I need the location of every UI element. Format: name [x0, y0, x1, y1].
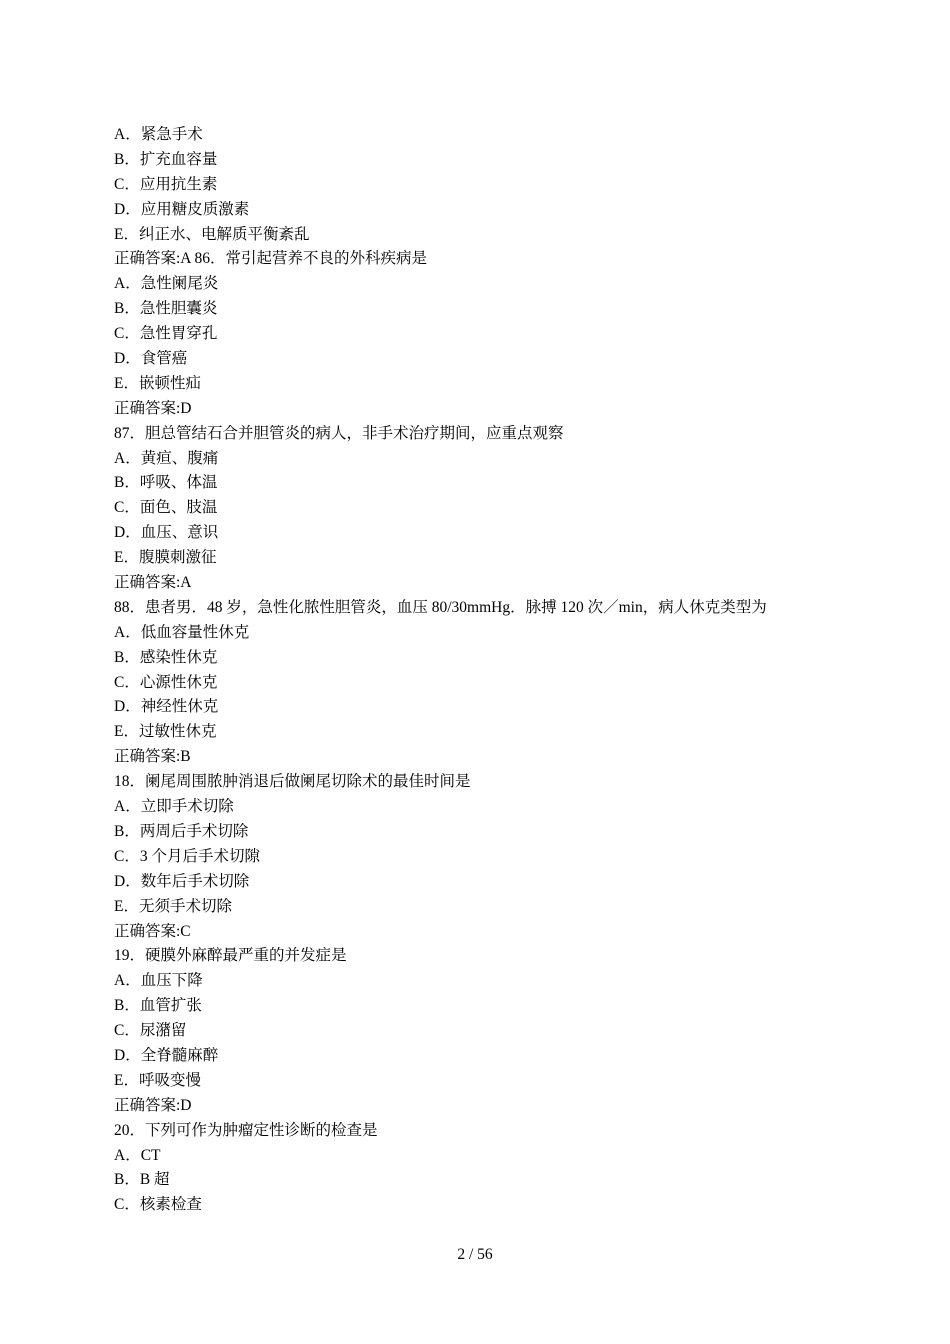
text-line: A．急性阑尾炎: [114, 275, 219, 293]
text-line: A．CT: [114, 1146, 161, 1164]
text-line: D．数年后手术切除: [114, 872, 250, 890]
text-line: E．呼吸变慢: [114, 1071, 201, 1089]
text-line: B．扩充血容量: [114, 150, 218, 168]
text-line: 正确答案:D: [114, 399, 192, 417]
text-line: A．黄疸、腹痛: [114, 449, 219, 467]
text-line: E．腹膜刺激征: [114, 549, 217, 567]
text-line: B．感染性休克: [114, 648, 218, 666]
text-line: 正确答案:D: [114, 1096, 192, 1114]
text-line: C．应用抗生素: [114, 175, 218, 193]
text-line: A．紧急手术: [114, 126, 203, 143]
text-line: D．应用糖皮质激素: [114, 200, 250, 218]
text-line: C．心源性休克: [114, 673, 218, 691]
text-line: 正确答案:C: [114, 922, 191, 940]
text-line: D．全脊髓麻醉: [114, 1046, 219, 1064]
text-line: D．血压、意识: [114, 524, 219, 542]
text-line: A．立即手术切除: [114, 798, 234, 816]
document-body: [114, 123, 894, 1218]
text-line: E．过敏性休克: [114, 723, 217, 741]
page-number: 2 / 56: [457, 1246, 493, 1263]
text-line: A．血压下降: [114, 972, 203, 990]
text-line: 20．下列可作为肿瘤定性诊断的检查是: [114, 1121, 378, 1139]
text-line: C．急性胃穿孔: [114, 325, 218, 343]
text-line: B．呼吸、体温: [114, 474, 218, 492]
text-line: E．无须手术切除: [114, 897, 232, 915]
text-line: B．两周后手术切除: [114, 822, 249, 840]
text-line: A．低血容量性休克: [114, 623, 250, 641]
text-line: B．急性胆囊炎: [114, 300, 218, 318]
text-line: B．血管扩张: [114, 997, 202, 1015]
text-line: 87．胆总管结石合并胆管炎的病人，非手术治疗期间，应重点观察: [114, 424, 564, 442]
text-line: 正确答案:B: [114, 748, 191, 766]
text-line: D．神经性休克: [114, 698, 219, 716]
text-line: 19．硬膜外麻醉最严重的并发症是: [114, 947, 347, 965]
text-line: E．嵌顿性疝: [114, 374, 201, 392]
text-line: C．核素检查: [114, 1196, 202, 1214]
text-line: C．尿潴留: [114, 1022, 187, 1040]
text-line: 正确答案:A: [114, 574, 192, 592]
text-line: 18．阑尾周围脓肿消退后做阑尾切除术的最佳时间是: [114, 773, 471, 791]
text-line: C．3 个月后手术切隙: [114, 847, 260, 865]
text-line: C．面色、肢温: [114, 499, 218, 517]
text-line: 88．患者男．48 岁，急性化脓性胆管炎，血压 80/30mmHg．脉搏 120 次／min，病人休克类型为: [114, 598, 767, 616]
text-line: E．纠正水、电解质平衡紊乱: [114, 225, 310, 243]
text-line: D．食管癌: [114, 350, 188, 368]
text-line: B．B 超: [114, 1171, 170, 1189]
text-line: 正确答案:A 86．常引起营养不良的外科疾病是: [114, 250, 428, 268]
